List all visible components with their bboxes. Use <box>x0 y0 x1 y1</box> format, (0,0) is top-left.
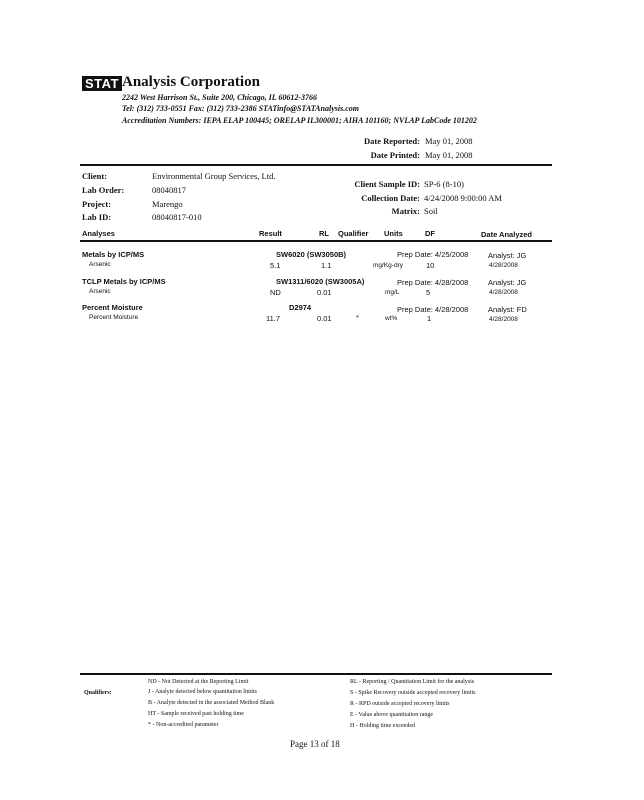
project-value: Marengo <box>152 199 183 209</box>
date-reported-value: May 01, 2008 <box>425 136 473 146</box>
group-name: TCLP Metals by ICP/MS <box>82 277 166 286</box>
analyte-units: mg/Kg-dry <box>373 262 403 269</box>
analyte-date-analyzed: 4/28/2008 <box>489 262 518 269</box>
qualifier-note: E - Value above quantitation range <box>350 712 434 718</box>
analyte-name: Percent Moisture <box>89 314 139 321</box>
group-prep-date: Prep Date: 4/25/2008 <box>397 250 469 259</box>
qualifier-note: J - Analyte detected below quantitation limits <box>148 689 257 695</box>
footer-divider <box>80 673 552 675</box>
lab-order-label: Lab Order: <box>82 185 125 195</box>
analyte-rl: 0.01 <box>317 288 332 297</box>
qualifier-note: R - RPD outside accepted recovery limits <box>350 701 450 707</box>
qualifier-note: S - Spike Recovery outside accepted recovery limits <box>350 690 476 696</box>
col-header-analyses: Analyses <box>82 229 115 238</box>
client-sample-id-value: SP-6 (8-10) <box>424 179 464 189</box>
client-value: Environmental Group Services, Ltd. <box>152 171 276 181</box>
header-divider <box>80 164 552 166</box>
col-header-qualifier: Qualifier <box>338 229 369 238</box>
analyte-units: mg/L <box>385 289 400 296</box>
group-prep-date: Prep Date: 4/28/2008 <box>397 278 469 287</box>
analyte-name: Arsenic <box>89 261 111 268</box>
matrix-value: Soil <box>424 206 438 216</box>
date-printed-label: Date Printed: <box>370 150 420 160</box>
analyte-date-analyzed: 4/28/2008 <box>489 289 518 296</box>
col-header-result: Result <box>259 229 282 238</box>
qualifier-note: * - Non-accredited parameter <box>148 722 219 728</box>
analyte-result: 11.7 <box>266 314 281 323</box>
group-name: Metals by ICP/MS <box>82 250 145 259</box>
col-header-date-analyzed: Date Analyzed <box>481 230 532 239</box>
analyte-rl: 0.01 <box>317 314 332 323</box>
project-label: Project: <box>82 199 112 209</box>
qualifier-note: HT - Sample received past holding time <box>148 711 244 717</box>
lab-id-value: 08040817-010 <box>152 212 202 222</box>
col-header-df: DF <box>425 229 435 238</box>
qualifier-note: RL - Reporting / Quantitation Limit for the analysis <box>350 679 475 685</box>
accreditation-numbers: Accreditation Numbers: IEPA ELAP 100445; ORELAP IL300001; AIHA 101160; NVLAP LabCode 101202 <box>122 116 477 125</box>
analyte-df: 10 <box>426 261 435 270</box>
col-header-rl: RL <box>319 229 329 238</box>
analyte-df: 1 <box>427 314 432 323</box>
collection-date-label: Collection Date: <box>361 193 420 203</box>
page-number: Page 13 of 18 <box>290 739 340 749</box>
analyte-df: 5 <box>426 288 431 297</box>
date-printed-value: May 01, 2008 <box>425 150 473 160</box>
group-method: SW6020 (SW3050B) <box>276 250 347 259</box>
group-name: Percent Moisture <box>82 303 143 312</box>
group-method: D2974 <box>289 303 312 312</box>
client-sample-id-label: Client Sample ID: <box>354 179 420 189</box>
analyte-name: Arsenic <box>89 288 111 295</box>
date-reported-label: Date Reported: <box>364 136 420 146</box>
analyte-rl: 1.1 <box>321 261 332 270</box>
group-prep-date: Prep Date: 4/28/2008 <box>397 305 469 314</box>
client-label: Client: <box>82 171 108 181</box>
analyte-qualifier: * <box>356 313 359 322</box>
company-contact: Tel: (312) 733-0551 Fax: (312) 733-2386 STATinfo@STATAnalysis.com <box>122 104 359 113</box>
lab-id-label: Lab ID: <box>82 212 112 222</box>
company-name: Analysis Corporation <box>122 74 260 90</box>
matrix-label: Matrix: <box>391 206 420 216</box>
qualifier-note: H - Holding time exceeded <box>350 723 415 729</box>
analyte-date-analyzed: 4/28/2008 <box>489 316 518 323</box>
analyte-result: ND <box>270 288 281 297</box>
stat-logo: STAT <box>82 76 122 91</box>
analyte-result: 5.1 <box>270 261 281 270</box>
qualifier-note: ND - Not Detected at the Reporting Limit <box>148 679 249 685</box>
group-analyst: Analyst: JG <box>488 251 527 260</box>
collection-date-value: 4/24/2008 9:00:00 AM <box>424 193 502 203</box>
qualifiers-label: Qualifiers: <box>84 690 112 696</box>
analyte-units: wt% <box>385 315 398 322</box>
company-address: 2242 West Harrison St., Suite 200, Chicago, IL 60612-3766 <box>122 93 317 102</box>
table-header-divider <box>80 240 552 242</box>
group-analyst: Analyst: JG <box>488 278 527 287</box>
col-header-units: Units <box>384 229 403 238</box>
qualifier-note: B - Analyte detected in the associated Method Blank <box>148 700 275 706</box>
group-analyst: Analyst: FD <box>488 305 527 314</box>
group-method: SW1311/6020 (SW3005A) <box>276 277 365 286</box>
lab-order-value: 08040817 <box>152 185 186 195</box>
